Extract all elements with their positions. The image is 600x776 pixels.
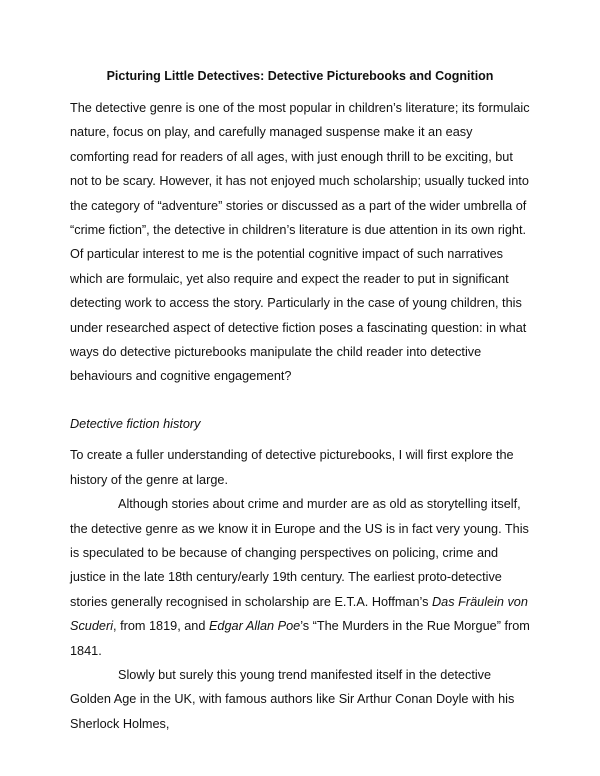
history-text-part-1: Although stories about crime and murder are as old as storytelling itself, the detective genre as we know it in Europe and the US is in fact very young. This is speculated to be because of changing perspectives on policing, crime and justice in the late 18th century/early 19th century. The earliest proto-detective stories generally recognised in scholarship are E.T.A. Hoffman’s xyxy=(70,497,529,609)
history-text-part-3: ’s “The Murders in the Rue Morgue” from 1841. xyxy=(70,619,530,658)
section-heading: Detective fiction history xyxy=(70,416,201,431)
history-paragraph xyxy=(70,492,530,663)
document-title: Picturing Little Detectives: Detective Picturebooks and Cognition xyxy=(106,69,494,83)
section-intro-paragraph: To create a fuller understanding of detective picturebooks, I will first explore the history of the genre at large. xyxy=(70,448,514,487)
golden-age-paragraph: Slowly but surely this young trend manifested itself in the detective Golden Age in the UK, with famous authors like Sir Arthur Conan Doyle with his Sherlock Holmes, xyxy=(70,667,515,731)
intro-paragraph: The detective genre is one of the most popular in children’s literature; its formulaic nature, focus on play, and carefully managed suspense make it an easy comforting read for readers of all ages, with just enough thrill to be exciting, but not to be scary. However, it has not enjoyed much scholarship; usually tucked into the category of “adventure” stories or discussed as a part of the wider umbrella of “crime fiction”, the detective in children’s literature is due attention in its own right. Of particular interest to me is the potential cognitive impact of such narratives which are formulaic, yet also require and expect the reader to put in significant detecting work to access the story. Particularly in the case of young children, this under researched aspect of detective fiction poses a fascinating question: in what ways do detective picturebooks manipulate the child reader into detective behaviours and cognitive engagement? xyxy=(70,101,530,384)
history-author-name: Edgar Allan Poe xyxy=(208,619,301,634)
history-book-title: Das Fräulein von Scuderi xyxy=(70,594,528,634)
history-text-part-2: , from 1819, and xyxy=(113,619,209,634)
